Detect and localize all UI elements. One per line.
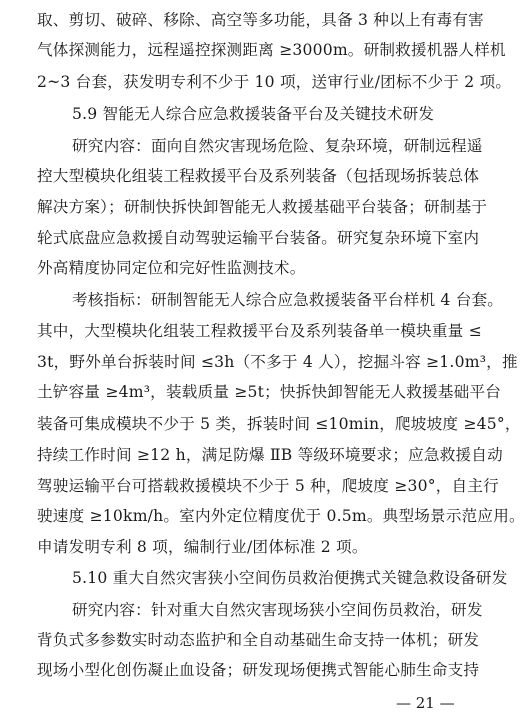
text-line: 申请发明专利 8 项，编制行业/团体标准 2 项。	[37, 538, 368, 556]
text-line: 现场小型化创伤凝止血设备；研发现场便携式智能心肺生命支持	[37, 661, 480, 679]
text-line: 驾驶运输平台可搭载救援模块不少于 5 种，爬坡度 ≥30°，自主行	[37, 477, 499, 495]
text-line: 轮式底盘应急救援自动驾驶运输平台装备。研究复杂环境下室内	[37, 229, 480, 247]
text-line: 控大型模块化组装工程救援平台及系列装备（包括现场拆装总体	[37, 167, 480, 185]
text-line: 气体探测能力，远程遥控探测距离 ≥3000m。研制救援机器人样机	[37, 41, 506, 59]
text-line: 外高精度协同定位和完好性监测技术。	[37, 259, 306, 277]
text-line: 背负式多参数实时动态监护和全自动基础生命支持一体机；研发	[37, 631, 480, 649]
section-heading-5-9: 5.9 智能无人综合应急救援装备平台及关键技术研发	[72, 105, 435, 123]
text-line: 研究内容：面向自然灾害现场危险、复杂环境，研制远程遥	[72, 137, 483, 155]
text-line: 3t，野外单台拆装时间 ≤3h（不多于 4 人），挖掘斗容 ≥1.0m³，推	[37, 353, 518, 371]
page-number: — 21 —	[396, 694, 455, 712]
text-line: 持续工作时间 ≥12 h，满足防爆 ⅡB 等级环境要求；应急救援自动	[37, 446, 503, 464]
text-line: 考核指标：研制智能无人综合应急救援装备平台样机 4 台套。	[72, 291, 504, 309]
text-line: 驶速度 ≥10km/h。室内外定位精度优于 0.5m。典型场景示范应用。	[37, 507, 525, 525]
text-line: 土铲容量 ≥4m³，装载质量 ≥5t；快拆快卸智能无人救援基础平台	[37, 383, 502, 401]
text-line: 2~3 台套，获发明专利不少于 10 项，送审行业/团标不少于 2 项。	[37, 73, 512, 91]
text-line: 装备可集成模块不少于 5 类，拆装时间 ≤10min，爬坡坡度 ≥45°，	[37, 415, 521, 433]
section-heading-5-10: 5.10 重大自然灾害狭小空间伤员救治便携式关键急救设备研发	[72, 569, 508, 587]
text-line: 研究内容：针对重大自然灾害现场狭小空间伤员救治，研发	[72, 601, 483, 619]
text-line: 其中，大型模块化组装工程救援平台及系列装备单一模块重量 ≤	[37, 322, 482, 340]
text-line: 解决方案）；研制快拆快卸智能无人救援基础平台装备；研制基于	[37, 198, 488, 216]
text-line: 取、剪切、破碎、移除、高空等多功能，具备 3 种以上有毒有害	[37, 11, 484, 29]
